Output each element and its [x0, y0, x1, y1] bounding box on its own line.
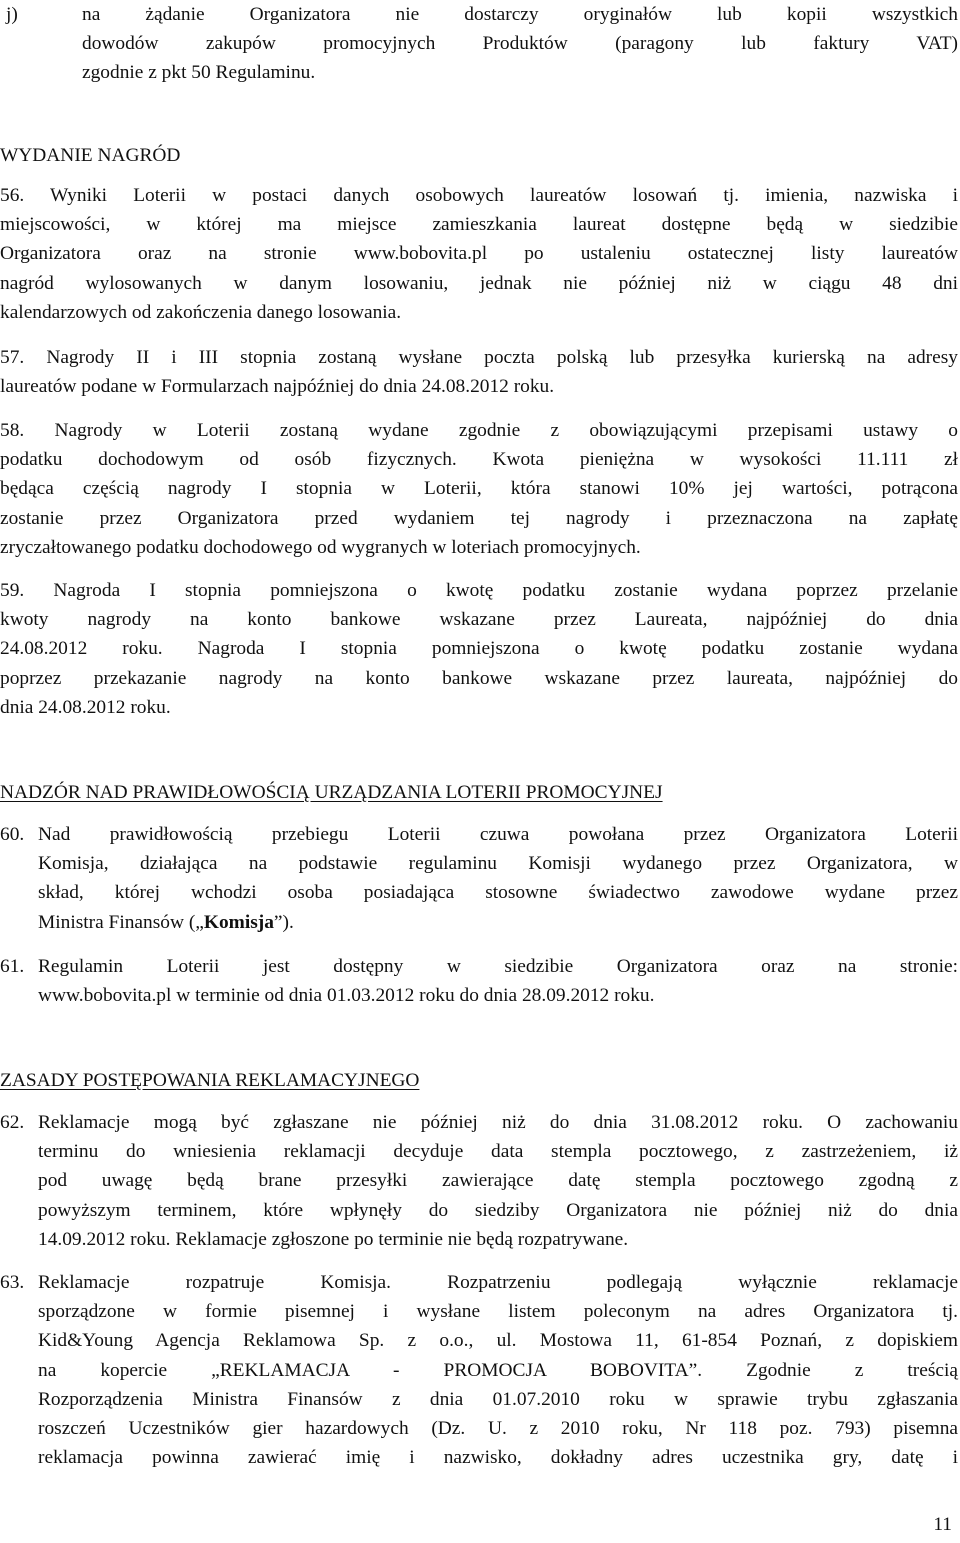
- paragraph-line: Komisja, działająca na podstawie regulaminu Komisji wydanego przez Organizatora, w: [38, 853, 958, 875]
- paragraph-line: kalendarzowych od zakończenia danego losowania.: [0, 301, 402, 323]
- paragraph-line: dowodów zakupów promocyjnych Produktów (paragony lub faktury VAT): [82, 33, 958, 55]
- paragraph-number: 60.: [0, 824, 25, 845]
- paragraph-number: 62.: [0, 1112, 25, 1133]
- list-marker-j: j): [6, 4, 18, 25]
- paragraph-number: 61.: [0, 956, 25, 977]
- paragraph-60: [0, 820, 958, 937]
- paragraph-line: Organizatora oraz na stronie www.bobovita.pl po ustaleniu ostatecznej listy laureatów: [0, 243, 958, 265]
- paragraph-line: reklamacja powinna zawierać imię i nazwisko, dokładny adres uczestnika gry, datę i: [38, 1447, 958, 1469]
- paragraph-line: pod uwagę będą brane przesyłki zawierające datę stempla pocztowego zgodną z: [38, 1170, 958, 1192]
- page-number: 11: [933, 1514, 952, 1535]
- paragraph-line: roszczeń Uczestników gier hazardowych (Dz. U. z 2010 roku, Nr 118 poz. 793) pisemna: [38, 1417, 958, 1439]
- paragraph-line: 14.09.2012 roku. Reklamacje zgłoszone po terminie nie będą rozpatrywane.: [38, 1228, 629, 1250]
- paragraph-56: [0, 181, 958, 327]
- paragraph-line: na kopercie „REKLAMACJA - PROMOCJA BOBOVITA”. Zgodnie z treścią: [38, 1359, 958, 1381]
- paragraph-line: Ministra Finansów („Komisja”).: [38, 911, 294, 933]
- paragraph-line: nagród wylosowanych w danym losowaniu, jednak nie później niż w ciągu 48 dni: [0, 272, 958, 294]
- paragraph-line: www.bobovita.pl w terminie od dnia 01.03.2012 roku do dnia 28.09.2012 roku.: [38, 985, 655, 1007]
- paragraph-line: będąca częścią nagrody I stopnia w Loterii, która stanowi 10% jej wartości, potrącona: [0, 478, 958, 500]
- paragraph-line: miejscowości, w której ma miejsce zamieszkania laureat dostępne będą w siedzibie: [0, 214, 958, 236]
- paragraph-59: [0, 576, 958, 722]
- paragraph-line: kwoty nagrody na konto bankowe wskazane przez Laureata, najpóźniej do dnia: [0, 609, 958, 631]
- paragraph-line: 59. Nagroda I stopnia pomniejszona o kwotę podatku zostanie wydana poprzez przelanie: [0, 580, 958, 601]
- paragraph-line: poprzez przekazanie nagrody na konto bankowe wskazane przez laureata, najpóźniej do: [0, 667, 958, 689]
- paragraph-line: Rozporządzenia Ministra Finansów z dnia 01.07.2010 roku w sprawie trybu zgłaszania: [38, 1388, 958, 1410]
- paragraph-line: Nad prawidłowością przebiegu Loterii czuwa powołana przez Organizatora Loterii: [38, 824, 958, 845]
- paragraph-line: 24.08.2012 roku. Nagroda I stopnia pomniejszona o kwotę podatku zostanie wydana: [0, 638, 958, 660]
- section-title-nadzor: NADZÓR NAD PRAWIDŁOWOŚCIĄ URZĄDZANIA LOTERII PROMOCYJNEJ: [0, 782, 663, 803]
- paragraph-61: [0, 952, 958, 1010]
- paragraph-line: 57. Nagrody II i III stopnia zostaną wysłane poczta polską lub przesyłka kurierską na adresy: [0, 347, 958, 368]
- paragraph-line: zryczałtowanego podatku dochodowego od wygranych w loteriach promocyjnych.: [0, 536, 641, 558]
- list-item-j: [0, 0, 958, 88]
- paragraph-line: 56. Wyniki Loterii w postaci danych osobowych laureatów losowań tj. imienia, nazwiska i: [0, 185, 958, 206]
- paragraph-line: podatku dochodowym od osób fizycznych. Kwota pieniężna w wysokości 11.111 zł: [0, 449, 958, 471]
- paragraph-62: [0, 1108, 958, 1254]
- komisja-term: Komisja: [203, 911, 274, 933]
- paragraph-line: laureatów podane w Formularzach najpóźniej do dnia 24.08.2012 roku.: [0, 376, 555, 398]
- paragraph-number: 63.: [0, 1272, 25, 1293]
- paragraph-63: [0, 1268, 958, 1472]
- section-title-zasady: ZASADY POSTĘPOWANIA REKLAMACYJNEGO: [0, 1070, 420, 1091]
- paragraph-line: powyższym terminem, które wpłynęły do siedziby Organizatora nie później niż do dnia: [38, 1199, 958, 1221]
- paragraph-line: zgodnie z pkt 50 Regulaminu.: [82, 62, 316, 84]
- paragraph-line: Reklamacje rozpatruje Komisja. Rozpatrzeniu podlegają wyłącznie reklamacje: [38, 1272, 958, 1293]
- paragraph-line: zostanie przez Organizatora przed wydaniem tej nagrody i przeznaczona na zapłatę: [0, 507, 958, 529]
- paragraph-line: na żądanie Organizatora nie dostarczy oryginałów lub kopii wszystkich: [82, 4, 958, 25]
- paragraph-line: Kid&Young Agencja Reklamowa Sp. z o.o., ul. Mostowa 11, 61-854 Poznań, z dopiskiem: [38, 1330, 958, 1352]
- paragraph-line: terminu do wniesienia reklamacji decyduje data stempla pocztowego, z zastrzeżeniem, iż: [38, 1141, 958, 1163]
- paragraph-line: skład, której wchodzi osoba posiadająca stosowne świadectwo zawodowe wydane przez: [38, 882, 958, 904]
- paragraph-58: [0, 416, 958, 562]
- paragraph-line: Reklamacje mogą być zgłaszane nie później niż do dnia 31.08.2012 roku. O zachowaniu: [38, 1112, 958, 1133]
- section-title-wydanie: WYDANIE NAGRÓD: [0, 145, 181, 166]
- paragraph-line: sporządzone w formie pisemnej i wysłane listem poleconym na adres Organizatora tj.: [38, 1301, 958, 1323]
- paragraph-line: dnia 24.08.2012 roku.: [0, 696, 171, 718]
- paragraph-57: [0, 343, 958, 401]
- paragraph-line: 58. Nagrody w Loterii zostaną wydane zgodnie z obowiązującymi przepisami ustawy o: [0, 420, 958, 441]
- paragraph-line: Regulamin Loterii jest dostępny w siedzibie Organizatora oraz na stronie:: [38, 956, 958, 977]
